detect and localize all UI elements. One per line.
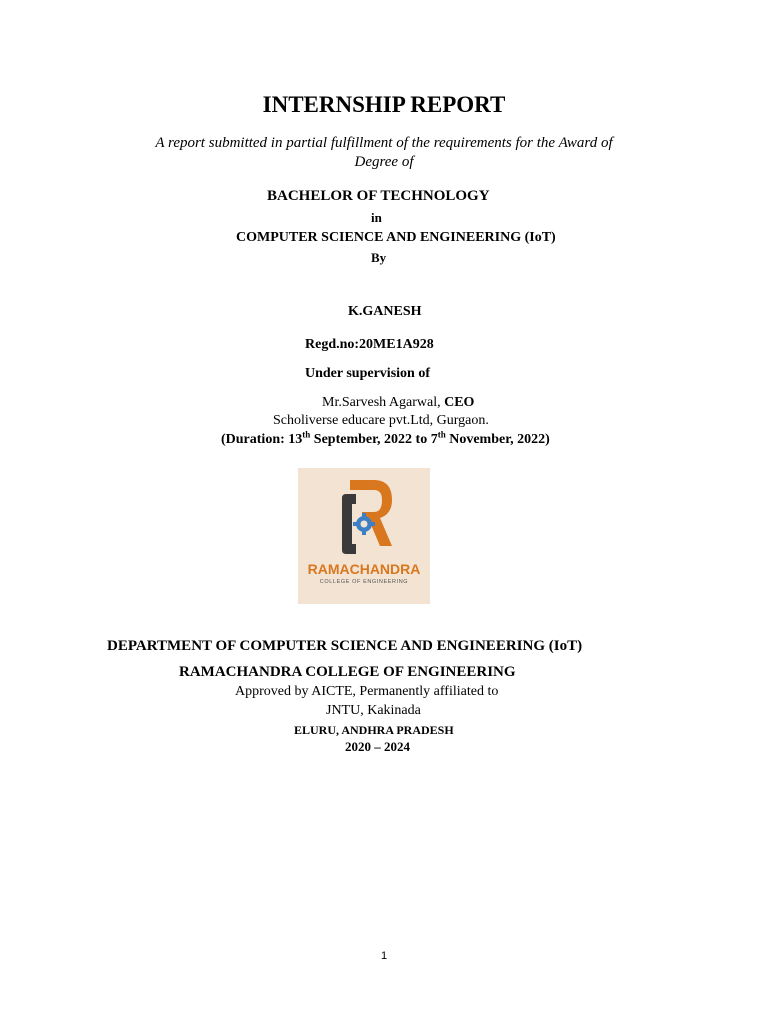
in-word: in — [371, 210, 382, 225]
logo-name-text: RAMACHANDRA — [307, 561, 421, 577]
subtitle-line-2: Degree of — [354, 154, 414, 170]
college-logo-graphic — [298, 468, 430, 604]
college-name: RAMACHANDRA COLLEGE OF ENGINEERING — [179, 664, 516, 680]
batch-years: 2020 – 2024 — [345, 739, 410, 754]
registration-number: Regd.no:20ME1A928 — [305, 337, 434, 352]
supervisor-name: Mr.Sarvesh Agarwal, — [322, 395, 441, 410]
approval-line-2: JNTU, Kakinada — [326, 703, 421, 718]
location: ELURU, ANDHRA PRADESH — [294, 723, 454, 737]
duration-line — [221, 429, 550, 448]
supervisor-role: CEO — [444, 395, 475, 410]
degree-name: BACHELOR OF TECHNOLOGY — [267, 188, 490, 204]
report-title: INTERNSHIP REPORT — [262, 92, 506, 117]
approval-line-1: Approved by AICTE, Permanently affiliated to — [235, 684, 499, 699]
supervision-heading: Under supervision of — [305, 366, 430, 381]
student-name: K.GANESH — [348, 304, 422, 319]
company-name: Scholiverse educare pvt.Ltd, Gurgaon. — [273, 413, 489, 428]
department-name: DEPARTMENT OF COMPUTER SCIENCE AND ENGINEERING (IoT) — [107, 638, 583, 654]
branch-name: COMPUTER SCIENCE AND ENGINEERING (IoT) — [236, 230, 556, 245]
subtitle-line-1: A report submitted in partial fulfillment of the requirements for the Award of — [155, 135, 613, 151]
duration-mid: September, 2022 to 7 — [310, 432, 438, 447]
college-logo — [298, 468, 430, 604]
duration-sup-2: th — [437, 429, 446, 440]
duration-prefix: (Duration: 13 — [221, 432, 303, 447]
duration-end: November, 2022) — [445, 432, 550, 447]
page-number: 1 — [380, 950, 388, 962]
by-word: By — [371, 250, 387, 265]
logo-r-shape — [350, 480, 392, 546]
supervisor-line — [322, 395, 474, 411]
logo-tagline-text: COLLEGE OF ENGINEERING — [319, 579, 409, 585]
duration-sup-1: th — [302, 429, 311, 440]
